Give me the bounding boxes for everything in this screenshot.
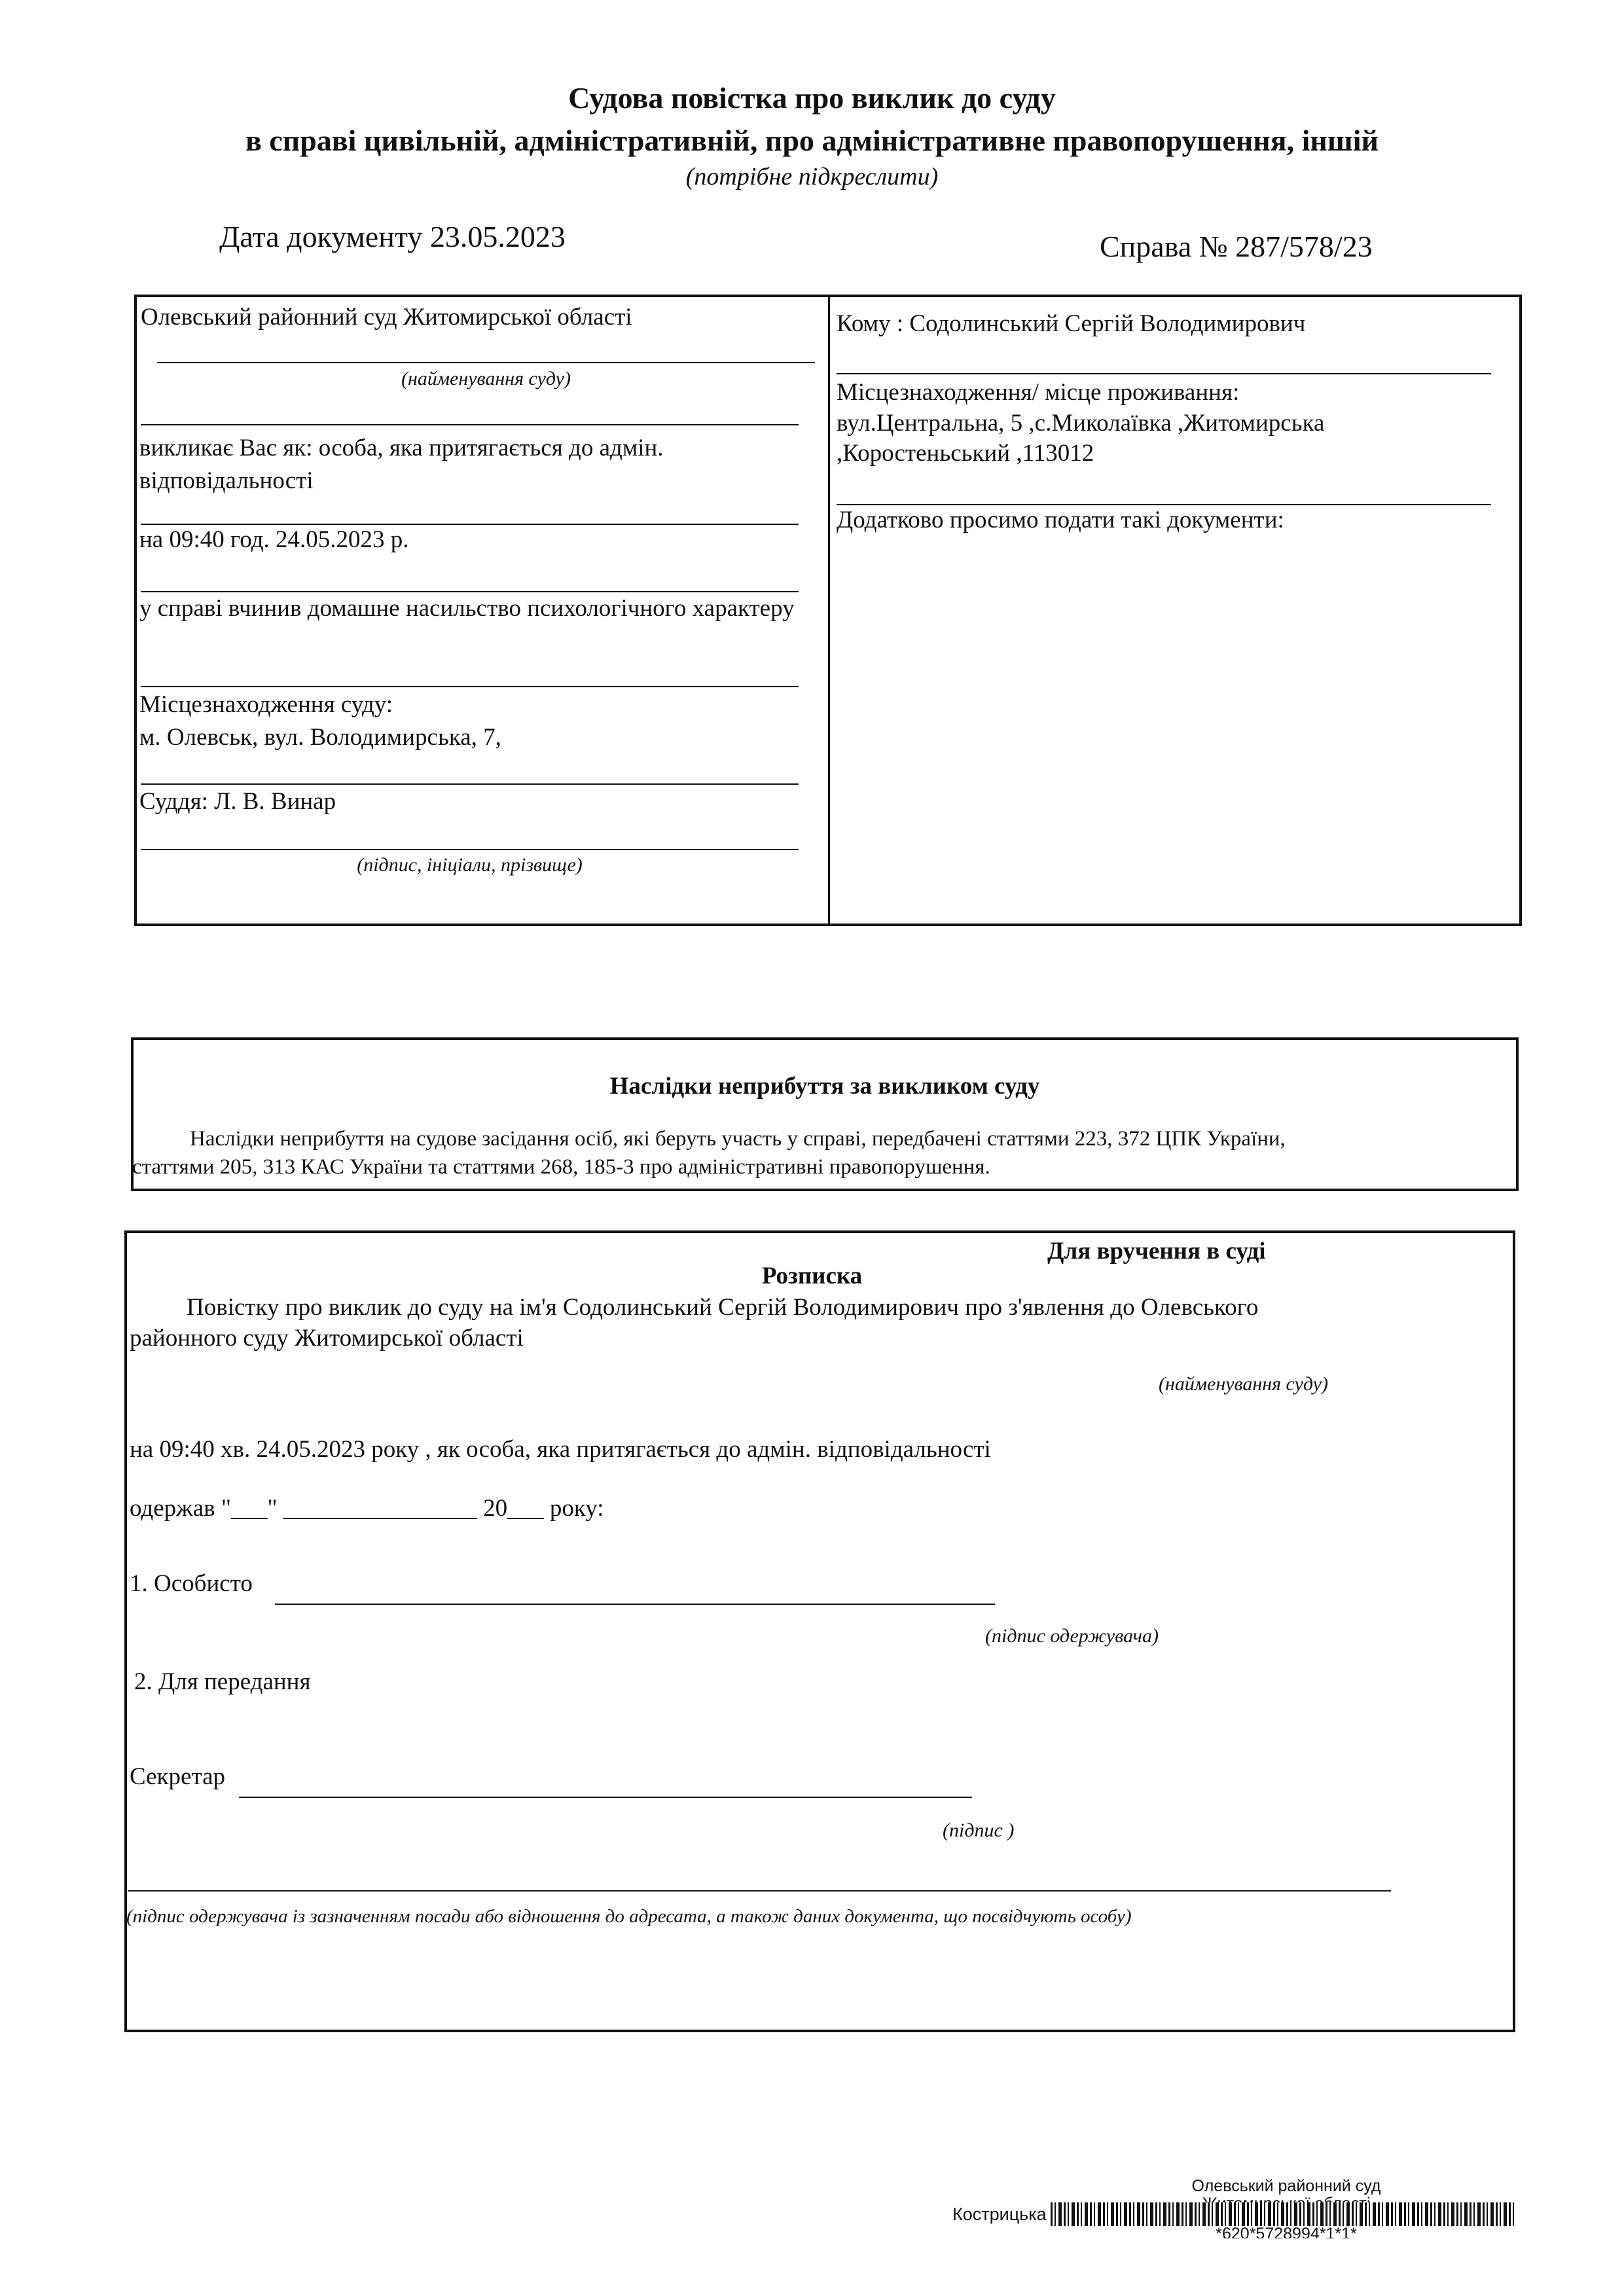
divider <box>141 686 799 687</box>
hearing-time: на 09:40 год. 24.05.2023 р. <box>139 526 409 553</box>
divider <box>141 783 799 785</box>
court-caption: (найменування суду) <box>401 368 571 389</box>
divider <box>141 424 799 425</box>
divider <box>141 849 799 850</box>
divider <box>837 373 1491 374</box>
transfer-label: 2. Для передання <box>134 1668 311 1695</box>
secretary-label: Секретар <box>130 1763 225 1790</box>
secretary-signature-line <box>239 1797 972 1798</box>
recipient-signature-caption: (підпис одержувача) <box>985 1625 1159 1647</box>
receipt-court-caption: (найменування суду) <box>1159 1373 1328 1395</box>
court-location: м. Олевськ, вул. Володимирська, 7, <box>139 724 501 751</box>
document-subtitle: в справі цивільній, адміністративній, про адміністративне правопорушення, іншій <box>245 124 1379 157</box>
divider <box>128 1890 1391 1892</box>
receipt-heading: Розписка <box>761 1263 863 1289</box>
barcode-text: *620*5728994*1*1* <box>1216 2225 1357 2238</box>
residence-line1: вул.Центральна, 5 ,с.Миколаївка ,Житомирська <box>837 410 1325 437</box>
divider <box>157 362 815 363</box>
court-name: Олевський районний суд Житомирської області <box>141 304 632 331</box>
residence-label: Місцезнаходження/ місце проживання: <box>837 379 1240 406</box>
received-date-line: одержав "___" ________________ 20___ року: <box>130 1495 604 1522</box>
personal-signature-line <box>275 1604 995 1605</box>
document-date: Дата документу 23.05.2023 <box>219 220 566 253</box>
for-court-label: Для вручення в суді <box>1047 1238 1266 1265</box>
receipt-footer-caption: (підпис одержувача із зазначенням посади або відношення до адресата, а також даних документа, що посвідчують особу) <box>126 1906 1132 1927</box>
title-hint: (потрібне підкреслити) <box>685 163 939 190</box>
residence-line2: ,Коростеньський ,113012 <box>837 440 1094 467</box>
consequences-line1: Наслідки неприбуття на судове засідання осіб, які беруть участь у справі, передбачені статтями 223, 372 ЦПК України, <box>190 1127 1286 1151</box>
consequences-heading: Наслідки неприбуття за викликом суду <box>609 1073 1040 1100</box>
personal-label: 1. Особисто <box>130 1570 253 1597</box>
extra-documents: Додатково просимо подати такі документи: <box>837 507 1284 533</box>
secretary-signature-caption: (підпис ) <box>943 1820 1015 1841</box>
receipt-line2: районного суду Житомирської області <box>130 1325 524 1352</box>
case-subject: у справі вчинив домашне насильство психологічного характеру <box>139 595 795 622</box>
case-number: Справа № 287/578/23 <box>1100 230 1373 263</box>
column-divider <box>828 295 830 926</box>
judge-name: Суддя: Л. В. Винар <box>139 788 336 815</box>
receipt-time-line: на 09:40 хв. 24.05.2023 року , як особа, яка притягається до адмін. відповідальності <box>130 1436 991 1463</box>
court-location-label: Місцезнаходження суду: <box>139 691 393 718</box>
consequences-line2: статтями 205, 313 КАС України та статтями 268, 185-3 про адміністративні правопорушення. <box>132 1155 990 1179</box>
recipient-name: Кому : Содолинський Сергій Володимирович <box>837 310 1306 337</box>
receipt-line1: Повістку про виклик до суду на ім'я Содолинський Сергій Володимирович про з'явлення до Олевського <box>187 1294 1259 1321</box>
clerk-name: Кострицька <box>952 2204 1047 2224</box>
document-title: Судова повістка про виклик до суду <box>568 81 1056 115</box>
barcode-image <box>1051 2202 1515 2226</box>
summons-role: викликає Вас як: особа, яка притягається до адмін. відповідальності <box>139 435 664 494</box>
signature-caption: (підпис, ініціали, прізвище) <box>357 854 583 876</box>
stamp-court-line1: Олевський районний суд <box>1191 2177 1381 2195</box>
